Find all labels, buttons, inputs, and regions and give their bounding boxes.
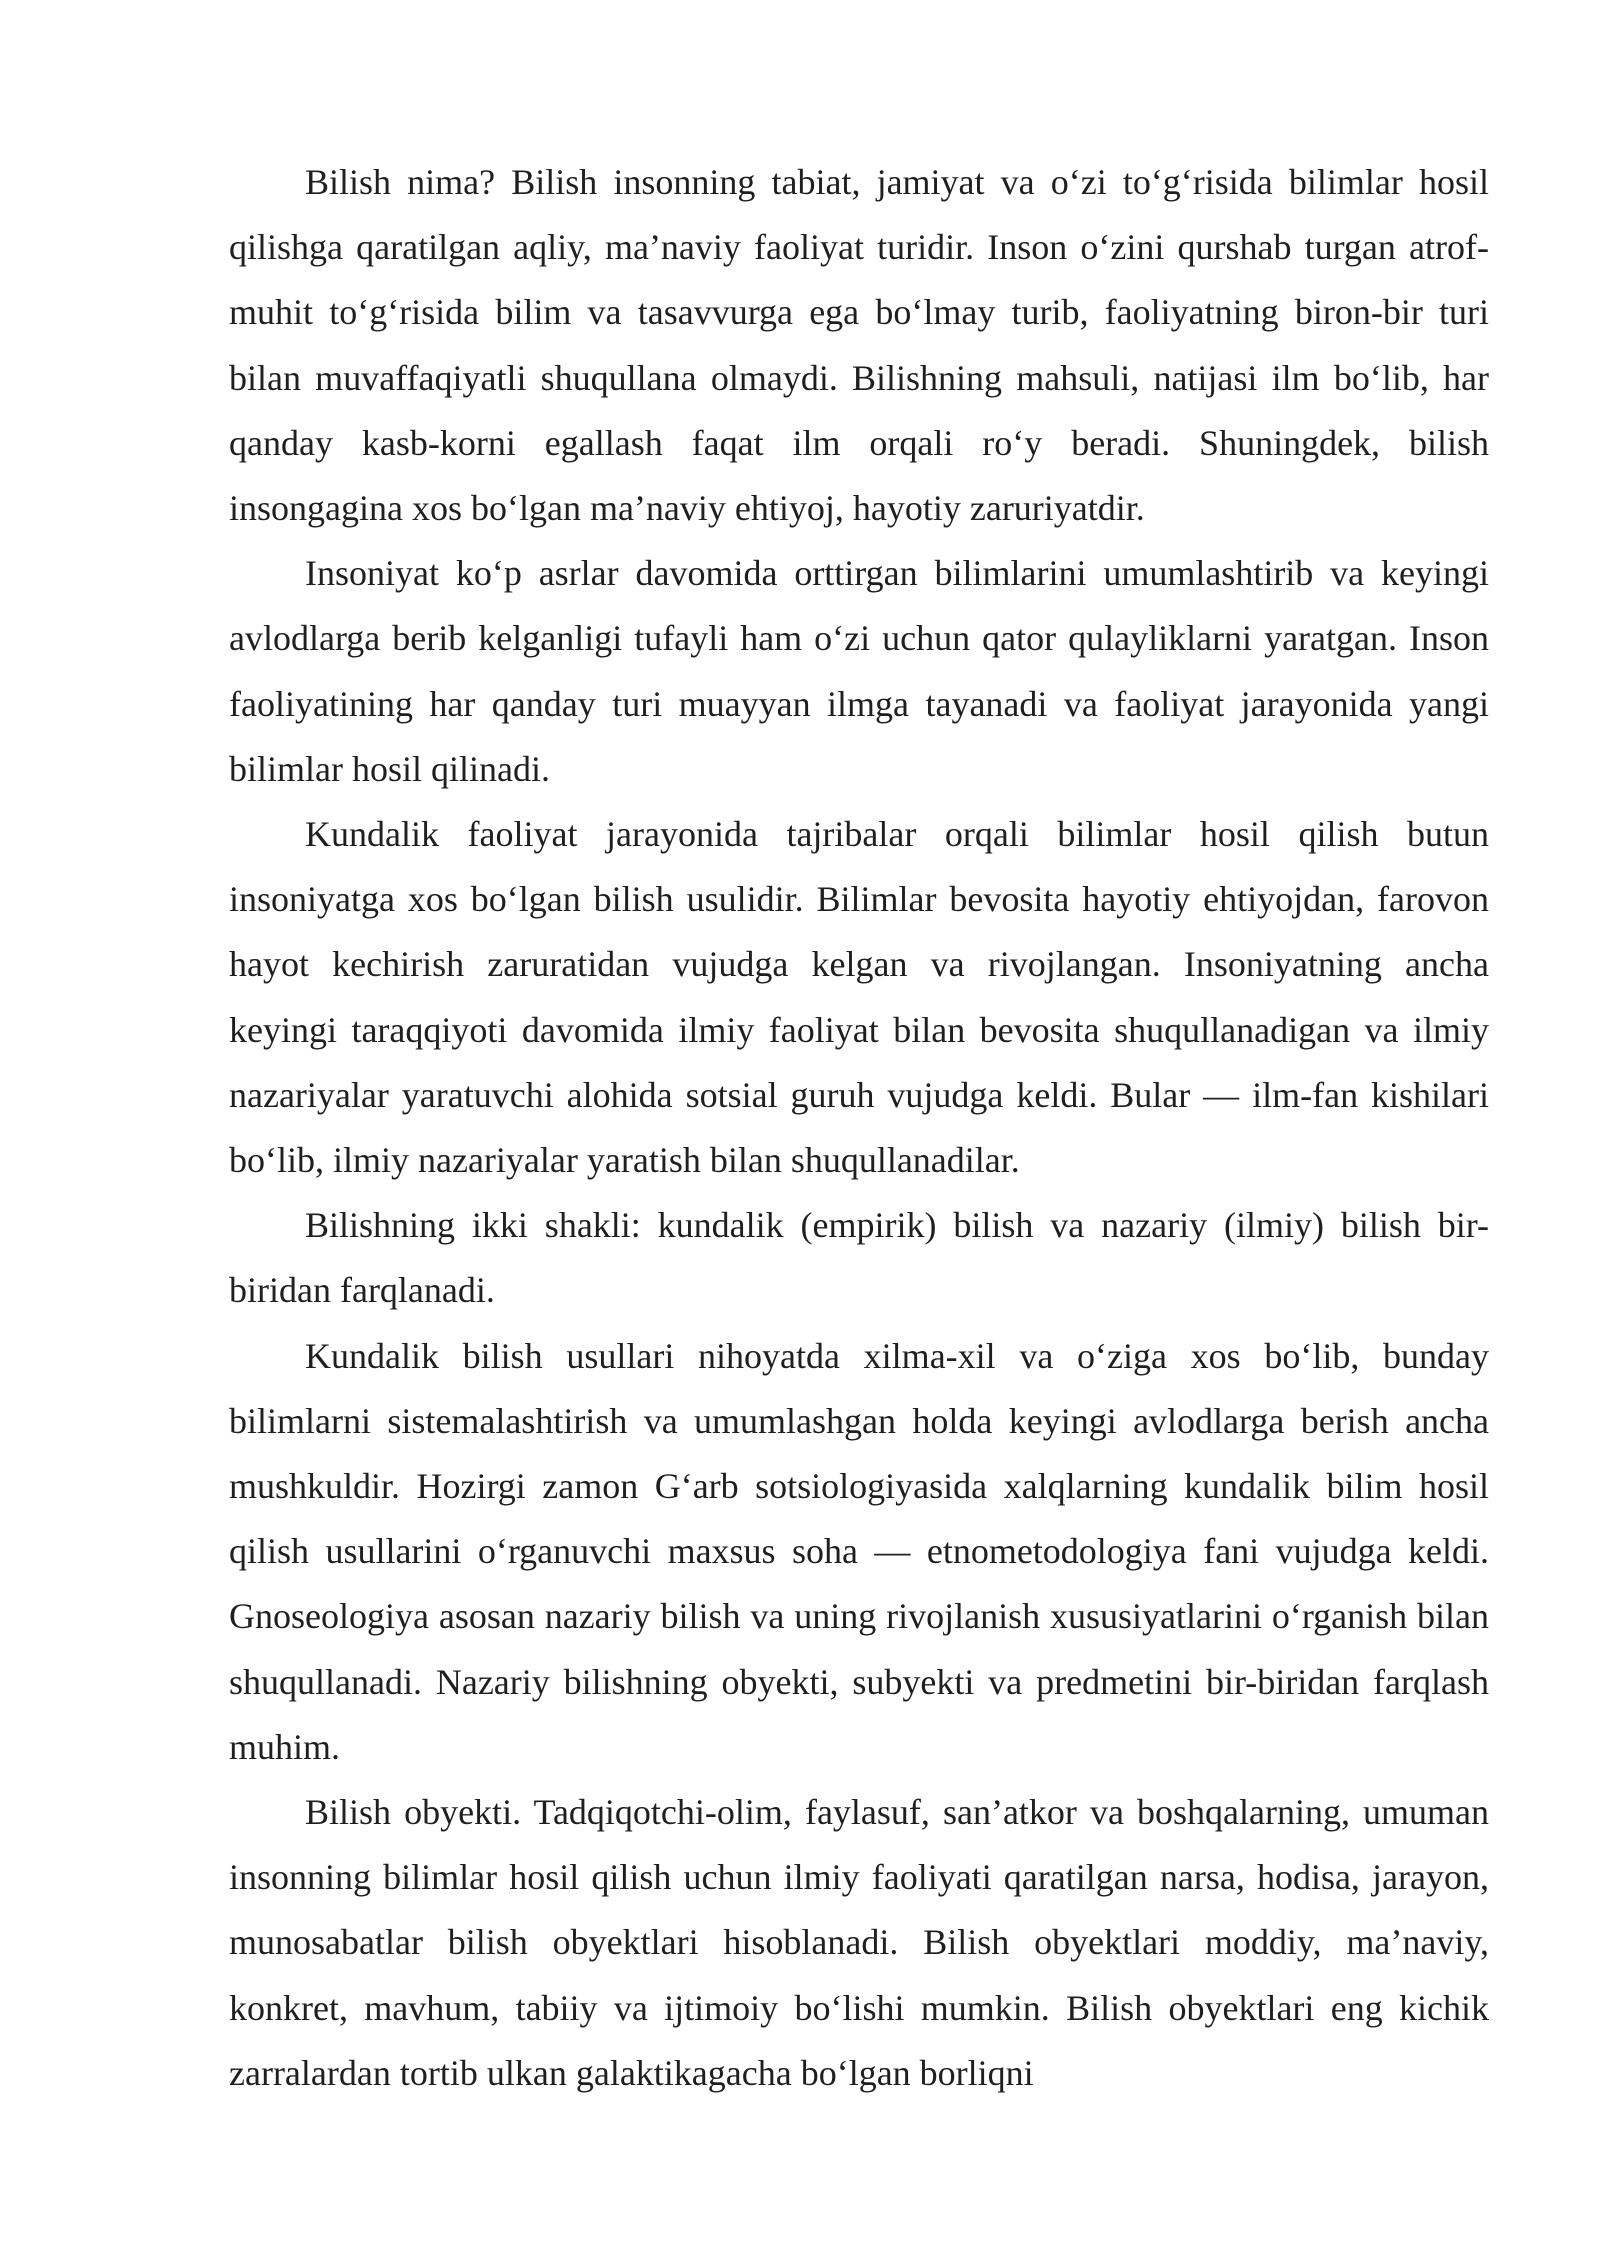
paragraph-6: Bilish obyekti. Tadqiqotchi-olim, faylasuf, san’atkor va boshqalarning, umuman insonning bilimlar hosil qilish uchun ilmiy faoliyati qaratilgan narsa, hodisa, jarayon, munosabatlar bilish obyektlari hisoblanadi. Bilish obyektlari moddiy, ma’naviy, konkret, mavhum, tabiiy va ijtimoiy bo‘lishi mumkin. Bilish obyektlari eng kichik zarralardan tortib ulkan galaktikagacha bo‘lgan borliqni [229, 1792, 1489, 2093]
paragraph-5: Kundalik bilish usullari nihoyatda xilma-xil va o‘ziga xos bo‘lib, bunday bilimlarni sistemalashtirish va umumlashgan holda keyingi avlodlarga berish ancha mushkuldir. Hozirgi zamon G‘arb sotsiologiyasida xalqlarning kundalik bilim hosil qilish usullarini o‘rganuvchi maxsus soha — etnometodologiya fani vujudga keldi. Gnoseologiya asosan nazariy bilish va uning rivojlanish xususiyatlarini o‘rganish bilan shuqullanadi. Nazariy bilishning obyekti, subyekti va predmetini bir-biridan farqlash muhim. [229, 1335, 1489, 1767]
paragraph-1: Bilish nima? Bilish insonning tabiat, jamiyat va o‘zi to‘g‘risida bilimlar hosil qilishga qaratilgan aqliy, ma’naviy faoliyat turidir. Inson o‘zini qurshab turgan atrof-muhit to‘g‘risida bilim va tasavvurga ega bo‘lmay turib, faoliyatning biron-bir turi bilan muvaffaqiyatli shuqullana olmaydi. Bilishning mahsuli, natijasi ilm bo‘lib, har qanday kasb-korni egallash faqat ilm orqali ro‘y beradi. Shuningdek, bilish insongagina xos bo‘lgan ma’naviy ehtiyoj, hayotiy zaruriyatdir. [229, 162, 1489, 529]
paragraph-2: Insoniyat ko‘p asrlar davomida orttirgan bilimlarini umumlashtirib va keyingi avlodlarga berib kelganligi tufayli ham o‘zi uchun qator qulayliklarni yaratgan. Inson faoliyatining har qanday turi muayyan ilmga tayanadi va faoliyat jarayonida yangi bilimlar hosil qilinadi. [229, 553, 1489, 789]
paragraph-3: Kundalik faoliyat jarayonida tajribalar orqali bilimlar hosil qilish butun insoniyatga xos bo‘lgan bilish usulidir. Bilimlar bevosita hayotiy ehtiyojdan, farovon hayot kechirish zaruratidan vujudga kelgan va rivojlangan. Insoniyatning ancha keyingi taraqqiyoti davomida ilmiy faoliyat bilan bevosita shuqullanadigan va ilmiy nazariyalar yaratuvchi alohida sotsial guruh vujudga keldi. Bular — ilm-fan kishilari bo‘lib, ilmiy nazariyalar yaratish bilan shuqullanadilar. [229, 814, 1489, 1181]
document-page [229, 150, 1489, 2106]
paragraph-4: Bilishning ikki shakli: kundalik (empirik) bilish va nazariy (ilmiy) bilish bir-biridan farqlanadi. [229, 1205, 1489, 1311]
